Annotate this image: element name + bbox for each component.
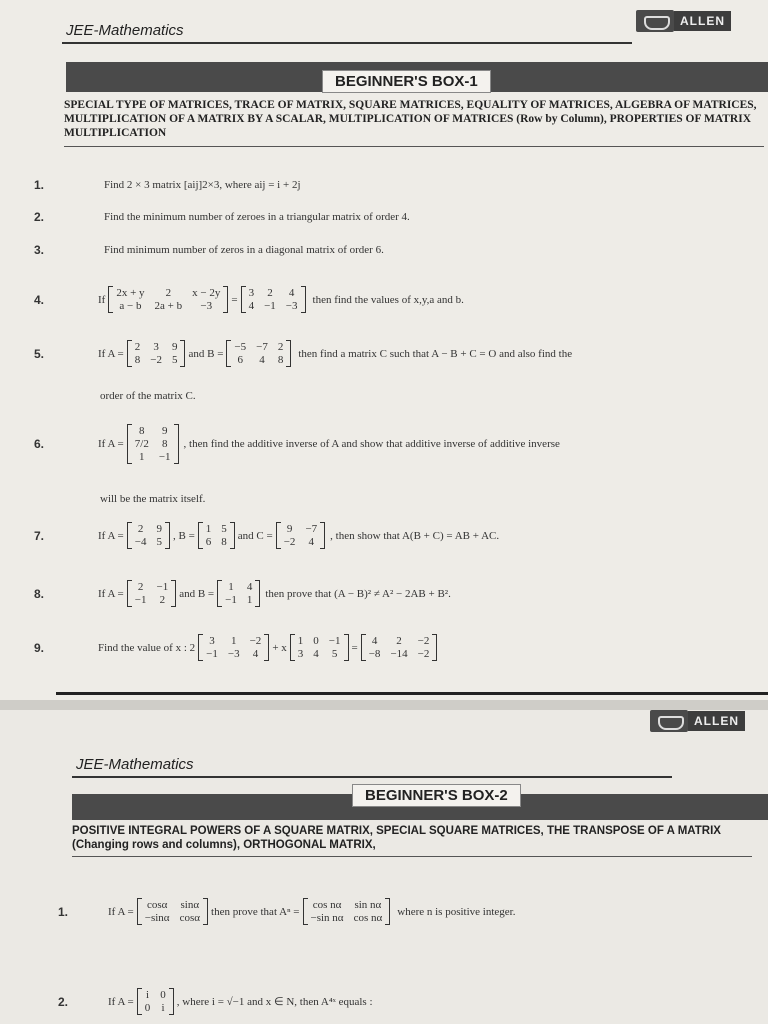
question-8 xyxy=(34,580,451,607)
matrix-cell: sin nα xyxy=(354,899,382,911)
matrix-b xyxy=(198,522,235,549)
page-gap xyxy=(0,700,768,710)
matrix-cell: cosα xyxy=(146,899,168,911)
matrix-cell: −1 xyxy=(264,300,276,312)
matrix-cell: 1 xyxy=(139,451,145,463)
question-2 xyxy=(34,210,410,224)
question-number: 1. xyxy=(34,178,45,192)
matrix-cell: a − b xyxy=(119,300,142,312)
matrix-cell: 1 xyxy=(297,635,304,647)
matrix-cell: 0 xyxy=(313,635,319,647)
matrix-cell: 1 xyxy=(228,581,234,593)
matrix-cell: 2 xyxy=(137,581,144,593)
matrix-cell: 4 xyxy=(288,287,295,299)
question-lead: If A = xyxy=(98,529,124,542)
matrix-cell: 8 xyxy=(161,438,168,450)
matrix-c xyxy=(276,522,325,549)
matrix-cell: −1 xyxy=(156,581,169,593)
matrix-cell: 7/2 xyxy=(134,438,149,450)
question-connector: + x xyxy=(272,641,287,654)
question-text: Find minimum number of zeros in a diagonal matrix of order 6. xyxy=(104,244,384,256)
matrix-cell: 4 xyxy=(259,354,265,366)
question-lead: If A = xyxy=(98,438,124,450)
question-9 xyxy=(34,634,440,661)
matrix-cell: 3 xyxy=(153,341,159,353)
matrix-cell: x − 2y xyxy=(192,287,221,299)
matrix-cell: 6 xyxy=(205,536,212,548)
matrix-cell: −2 xyxy=(417,648,430,660)
matrix-result xyxy=(361,634,438,661)
matrix-cell: 4 xyxy=(371,635,378,647)
matrix-cell: −sin nα xyxy=(310,912,344,924)
matrix-cell: −2 xyxy=(417,635,430,647)
matrix-cell: 2 xyxy=(159,594,166,606)
question-number: 9. xyxy=(34,640,45,655)
matrix-power xyxy=(303,898,391,925)
question-lead: If A = xyxy=(108,905,134,918)
box-topics: SPECIAL TYPE OF MATRICES, TRACE OF MATRIX, SQUARE MATRICES, EQUALITY OF MATRICES, ALGEBRA OF MATRICES, MULTIPLICATION OF A MATRIX BY A SCALAR, MULTIPLICATION OF MATRICES (Row by Column), PROPERTIES OF MATRIX MULTIPLICATION xyxy=(64,99,757,139)
matrix-a xyxy=(198,634,269,661)
topics-rule xyxy=(64,146,764,147)
matrix-cell: cosα xyxy=(179,912,201,924)
question-4 xyxy=(34,286,464,313)
question-6 xyxy=(34,424,560,464)
matrix-cell: −1 xyxy=(225,594,237,606)
allen-logo xyxy=(650,710,745,732)
question-text: , where i = √−1 and x ∈ N, then A⁴ˣ equals : xyxy=(176,996,373,1008)
question-connector: and B = xyxy=(179,587,215,600)
equals-sign: = xyxy=(351,641,358,654)
matrix-cell: −7 xyxy=(256,341,268,353)
header-title: JEE-Mathematics xyxy=(76,756,194,773)
matrix-cell: cos nα xyxy=(312,899,342,911)
question-lead: Find the value of x : 2 xyxy=(98,641,196,654)
matrix-cell: 1 xyxy=(205,523,212,535)
matrix-cell: 5 xyxy=(331,648,338,660)
matrix-cell: 2x + y xyxy=(116,287,145,299)
question-text: where n is positive integer. xyxy=(397,905,516,918)
matrix-a xyxy=(127,340,186,367)
question-number: 2. xyxy=(58,994,69,1009)
question-text: then prove that (A − B)² ≠ A² − 2AB + B². xyxy=(265,587,451,600)
matrix-cell: 9 xyxy=(171,341,178,353)
matrix-cell: −5 xyxy=(234,341,247,353)
question-text: then find the values of x,y,a and b. xyxy=(312,293,464,306)
question-text: Find the minimum number of zeroes in a triangular matrix of order 4. xyxy=(104,211,410,223)
matrix-cell: −8 xyxy=(368,648,381,660)
topics-rule xyxy=(72,856,752,857)
question-lead: If A = xyxy=(108,995,134,1008)
matrix-cell: −2 xyxy=(150,354,162,366)
matrix-cell: 2 xyxy=(277,341,284,353)
question-number: 8. xyxy=(34,586,45,601)
matrix-cell: 3 xyxy=(209,635,215,647)
matrix-cell: −1 xyxy=(328,635,341,647)
question-number: 2. xyxy=(34,210,45,224)
matrix-cell: 9 xyxy=(161,425,168,437)
question-text: then find a matrix C such that A − B + C = O and also find the xyxy=(298,347,573,360)
box-title: BEGINNER'S BOX-2 xyxy=(352,784,521,807)
logo-text: ALLEN xyxy=(674,11,731,31)
question-1 xyxy=(58,898,515,925)
matrix-cell: 2 xyxy=(396,635,402,647)
matrix-cell: cos nα xyxy=(353,912,383,924)
matrix-b xyxy=(226,340,291,367)
matrix-cell: 8 xyxy=(221,536,227,548)
question-2 xyxy=(58,988,373,1015)
matrix-a xyxy=(127,580,176,607)
question-7 xyxy=(34,522,499,549)
header-title: JEE-Mathematics xyxy=(66,22,184,39)
matrix-cell: sinα xyxy=(180,899,200,911)
matrix-cell: −3 xyxy=(227,648,240,660)
matrix-cell: 2 xyxy=(134,341,141,353)
matrix-cell: 4 xyxy=(246,581,253,593)
matrix-rhs xyxy=(241,286,306,313)
question-6-continuation: will be the matrix itself. xyxy=(100,493,206,505)
matrix-cell: 2 xyxy=(137,523,144,535)
header-rule xyxy=(62,42,632,44)
matrix-cell: 2a + b xyxy=(154,300,183,312)
matrix-b xyxy=(217,580,260,607)
matrix-cell: 5 xyxy=(171,354,178,366)
question-lead: If xyxy=(98,293,106,306)
matrix-cell: −2 xyxy=(283,536,296,548)
matrix-cell: 8 xyxy=(139,425,145,437)
question-5 xyxy=(34,340,572,367)
question-number: 6. xyxy=(34,437,45,451)
matrix-cell: 0 xyxy=(160,989,166,1001)
matrix-a xyxy=(137,898,208,925)
page-bottom-rule xyxy=(56,692,768,695)
question-connector: and C = xyxy=(237,529,273,542)
matrix-cell: −2 xyxy=(249,635,262,647)
question-number: 4. xyxy=(34,292,45,307)
matrix-cell: 5 xyxy=(156,536,162,548)
question-connector: then prove that Aⁿ = xyxy=(211,905,300,918)
question-text: Find 2 × 3 matrix [aij]2×3, where aij = i + 2j xyxy=(104,179,301,191)
matrix-cell: −3 xyxy=(285,300,298,312)
matrix-cell: 9 xyxy=(286,523,293,535)
matrix-cell: 4 xyxy=(248,300,255,312)
question-5-continuation: order of the matrix C. xyxy=(100,390,196,402)
matrix-cell: i xyxy=(161,1002,165,1014)
matrix-cell: 4 xyxy=(313,648,319,660)
matrix-cell: 8 xyxy=(134,354,141,366)
matrix-cell: 1 xyxy=(230,635,237,647)
equals-sign: = xyxy=(231,293,238,306)
matrix-cell: −1 xyxy=(134,594,147,606)
matrix-cell: 9 xyxy=(156,523,162,535)
matrix-cell: 1 xyxy=(246,594,253,606)
logo-icon xyxy=(650,710,688,732)
matrix-cell: 2 xyxy=(165,287,172,299)
question-lead: If A = xyxy=(98,587,124,600)
question-number: 7. xyxy=(34,528,45,543)
matrix-cell: −4 xyxy=(134,536,147,548)
matrix-cell: 3 xyxy=(248,287,255,299)
matrix-lhs xyxy=(108,286,228,313)
box-topics: POSITIVE INTEGRAL POWERS OF A SQUARE MATRIX, SPECIAL SQUARE MATRICES, THE TRANSPOSE OF A MATRIX (Changing rows and columns), ORTHOGONAL MATRIX, xyxy=(72,825,721,851)
matrix-b xyxy=(290,634,349,661)
page-two xyxy=(0,710,768,1024)
matrix-cell: −14 xyxy=(390,648,408,660)
matrix-cell: −3 xyxy=(200,300,213,312)
matrix-cell: 8 xyxy=(277,354,284,366)
matrix-cell: 2 xyxy=(267,287,273,299)
matrix-a xyxy=(137,988,174,1015)
matrix-cell: 0 xyxy=(144,1002,151,1014)
matrix-cell: i xyxy=(145,989,150,1001)
question-number: 3. xyxy=(34,243,45,257)
matrix-a xyxy=(127,424,179,464)
matrix-cell: 3 xyxy=(297,648,304,660)
matrix-cell: −1 xyxy=(206,648,218,660)
matrix-cell: 4 xyxy=(308,536,315,548)
question-connector: and B = xyxy=(188,347,224,360)
logo-icon xyxy=(636,10,674,32)
header-rule xyxy=(72,776,672,778)
question-number: 5. xyxy=(34,346,45,361)
question-1 xyxy=(34,178,301,192)
matrix-cell: −sinα xyxy=(144,912,170,924)
question-connector: , B = xyxy=(172,529,195,542)
matrix-cell: 4 xyxy=(252,648,259,660)
question-text: , then find the additive inverse of A and show that additive inverse of additive inverse xyxy=(183,438,560,450)
matrix-a xyxy=(127,522,170,549)
matrix-cell: −7 xyxy=(305,523,318,535)
matrix-cell: −1 xyxy=(158,451,171,463)
question-3 xyxy=(34,243,384,257)
box-title: BEGINNER'S BOX-1 xyxy=(322,70,491,93)
logo-text: ALLEN xyxy=(688,711,745,731)
matrix-cell: 5 xyxy=(221,523,227,535)
matrix-cell: 6 xyxy=(237,354,244,366)
question-number: 1. xyxy=(58,904,69,919)
allen-logo xyxy=(636,10,731,32)
question-text: , then show that A(B + C) = AB + AC. xyxy=(330,529,500,542)
question-lead: If A = xyxy=(98,347,124,360)
